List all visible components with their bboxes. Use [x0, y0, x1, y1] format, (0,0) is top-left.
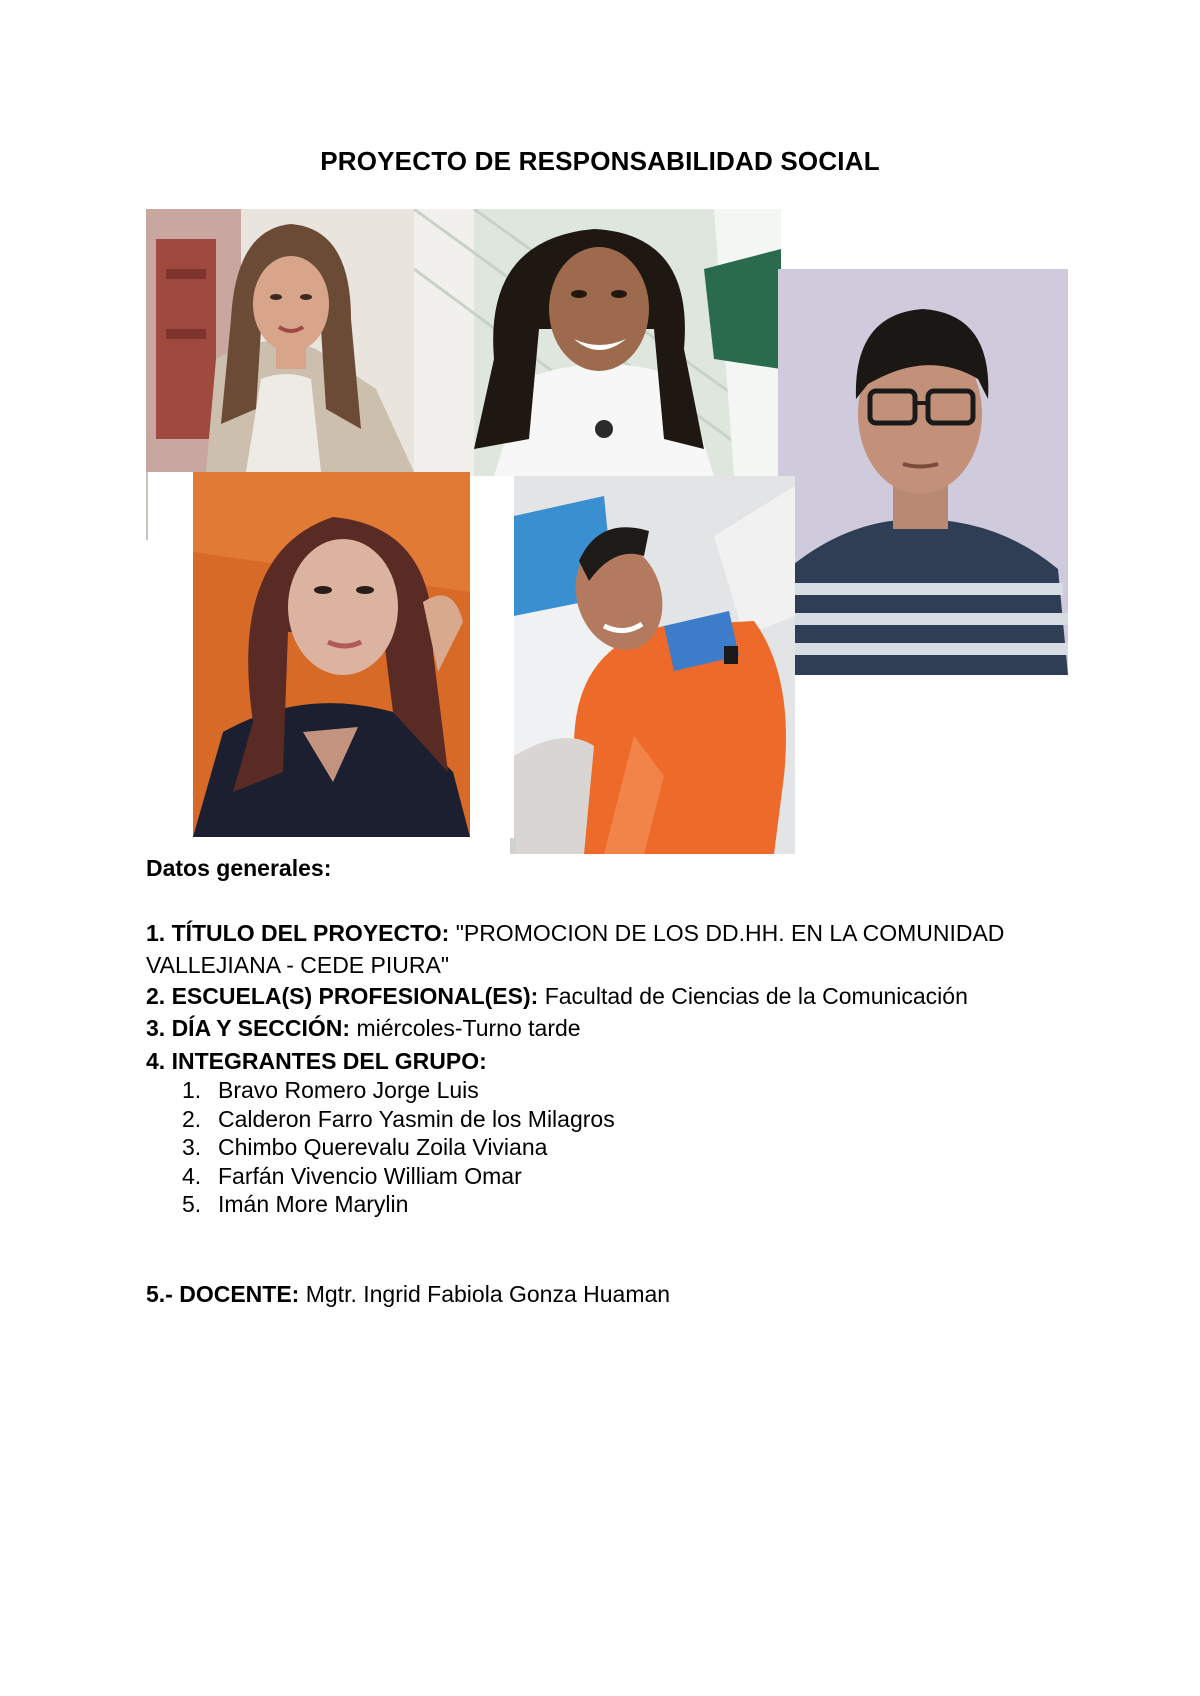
- members-list: [182, 1076, 615, 1219]
- member-photo-5: [514, 476, 795, 854]
- school-item: [146, 980, 1106, 1012]
- item-label: 5.- DOCENTE:: [146, 1281, 300, 1307]
- photo-edge: [146, 472, 148, 540]
- item-label: 3. DÍA Y SECCIÓN:: [146, 1015, 351, 1041]
- list-item: 5. Imán More Marylin: [182, 1191, 409, 1217]
- item-label: 4. INTEGRANTES DEL GRUPO:: [146, 1048, 487, 1074]
- day-section-item: [146, 1012, 1106, 1044]
- section-heading: Datos generales:: [146, 855, 332, 881]
- item-label: 2. ESCUELA(S) PROFESIONAL(ES):: [146, 983, 539, 1009]
- member-photo-3: [778, 269, 1068, 675]
- member-photo-1: [146, 209, 414, 472]
- list-item: 3. Chimbo Querevalu Zoila Viviana: [182, 1134, 548, 1160]
- item-value: "PROMOCION DE LOS DD.HH. EN LA COMUNIDAD VALLEJIANA - CEDE PIURA": [146, 920, 1005, 978]
- list-item: 4. Farfán Vivencio William Omar: [182, 1162, 522, 1189]
- members-heading: [146, 1045, 1106, 1077]
- teacher-item: [146, 1278, 1106, 1310]
- project-title-item: [146, 917, 1106, 981]
- list-item: 2. Calderon Farro Yasmin de los Milagros: [182, 1105, 615, 1132]
- member-photo-2: [414, 209, 781, 476]
- list-item: 1. Bravo Romero Jorge Luis: [182, 1077, 479, 1103]
- item-value: miércoles-Turno tarde: [356, 1015, 581, 1041]
- document-title: PROYECTO DE RESPONSABILIDAD SOCIAL: [320, 146, 880, 176]
- member-photo-4: [193, 472, 470, 837]
- item-value: Mgtr. Ingrid Fabiola Gonza Huaman: [305, 1281, 671, 1307]
- item-label: 1. TÍTULO DEL PROYECTO:: [146, 920, 450, 946]
- item-value: Facultad de Ciencias de la Comunicación: [544, 983, 968, 1009]
